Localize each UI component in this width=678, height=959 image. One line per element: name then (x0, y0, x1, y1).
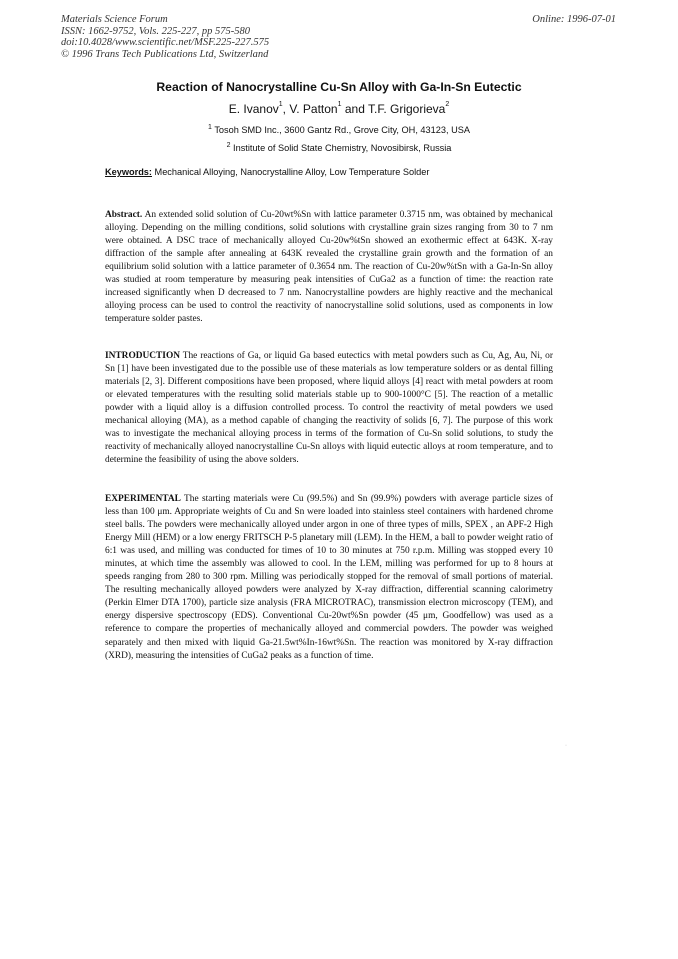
experimental-text: The starting materials were Cu (99.5%) and Sn (99.9%) powders with average particle sizes of less than 100 μm. Appropriate weights of Cu and Sn were loaded into stainless steel containers with hardened chrome steel balls. The powders were mechanically alloyed under argon in one of three types of mills, SPEX , an APF-2 High Energy Mill (HEM) or a low energy FRITSCH P-5 planetary mill (LEM). In the HEM, a ball to powder weight ratio of 6:1 was used, and milling was conducted for times of 10 to 30 minutes at 750 r.p.m. Milling was stopped every 10 minutes, at which time the assembly was allowed to cool. In the LEM, milling was performed for up to 8 hours at speeds ranging from 280 to 300 rpm. Milling was periodically stopped for the removal of small portions of material. The resulting mechanically alloyed powders were analyzed by X-ray diffraction, differential scanning calorimetry (Perkin Elmer DTA 1700), particle size analysis (FRA MICROTRAC), transmission electron microscopy (TEM), and energy dispersive spectroscopy (EDS). Conventional Cu-20wt%Sn powder (45 μm, Goodfellow) was used as a reference to compare the properties of mechanically alloyed and commercial powders. The powder was weighed separately and then mixed with liquid Ga-21.5wt%In-16wt%Sn. The reaction was monitored by X-ray diffraction (XRD), measuring the intensities of CuGa2 peaks as a function of time. (105, 494, 553, 661)
online-date: Online: 1996-07-01 (532, 14, 616, 25)
scan-mark: · (565, 743, 567, 749)
affiliation-marker: 2 (445, 101, 450, 108)
affiliation-marker: 1 (208, 124, 212, 131)
author-name: E. Ivanov (228, 102, 279, 116)
affiliation-2 (0, 143, 678, 153)
introduction-text: The reactions of Ga, or liquid Ga based eutectics with metal powders such as Cu, Ag, Au, Ni, or Sn [1] have been investigated due to the possible use of these materials as low temperature solders or as dental filling materials [2, 3]. Different compositions have been proposed, where liquid alloys [4] react with metal powders at room or elevated temperatures with the resulting solid materials stable up to 900-1000°C [5]. The reaction of a metallic powder with a liquid alloy is a diffusion controlled process. To control the reactivity of metal powders we used mechanical alloying (MA), as a method capable of changing the reactivity of solids [6, 7]. The purpose of this work was to investigate the mechanical alloying process in terms of the formation of Cu-Sn solid solutions, to study the reactivity of mechanically alloyed nanocrystalline Cu-Sn alloys with liquid eutectic alloys at room temperature, and to determine the feasibility of using the above solders. (105, 351, 553, 466)
experimental-paragraph (105, 493, 553, 663)
paper-title: Reaction of Nanocrystalline Cu-Sn Alloy with Ga-In-Sn Eutectic (156, 80, 522, 94)
issn-line: ISSN: 1662-9752, Vols. 225-227, pp 575-580 (61, 25, 250, 37)
keywords (105, 167, 429, 177)
doi-line[interactable]: doi:10.4028/www.scientific.net/MSF.225-227.575 (61, 37, 270, 48)
keywords-text: Mechanical Alloying, Nanocrystalline Alloy, Low Temperature Solder (151, 167, 430, 177)
citation-header (61, 14, 269, 60)
author-line (0, 102, 678, 116)
affiliation-text: Tosoh SMD Inc., 3600 Gantz Rd., Grove City, OH, 43123, USA (214, 125, 470, 135)
introduction-paragraph (105, 350, 553, 467)
affiliation-1 (0, 125, 678, 135)
affiliation-marker: 1 (337, 101, 342, 108)
experimental-heading: EXPERIMENTAL (105, 494, 181, 504)
introduction-heading: INTRODUCTION (105, 351, 181, 361)
author-separator: and (341, 102, 368, 116)
journal-name: Materials Science Forum (61, 14, 168, 25)
author-separator: , (282, 102, 290, 116)
abstract-paragraph (105, 209, 553, 326)
affiliation-marker: 1 (278, 101, 283, 108)
author-name: T.F. Grigorieva (368, 102, 446, 116)
affiliation-text: Institute of Solid State Chemistry, Novosibirsk, Russia (233, 143, 452, 153)
author-name: V. Patton (289, 102, 338, 116)
keywords-label: Keywords: (105, 167, 152, 177)
abstract-text: An extended solid solution of Cu-20wt%Sn with lattice parameter 0.3715 nm, was obtained by mechanical alloying. Depending on the milling conditions, solid solutions with crystalline grain sizes ranging from 30 to 7 nm were obtained. A DSC trace of mechanically alloyed Cu-20w%tSn showed an exothermic effect at 643K. X-ray diffraction of the sample after annealing at 643K revealed the crystalline grain growth and the formation of an equilibrium solid solution with a lattice parameter of 0.3654 nm. The reaction of Cu-20w%tSn with a Ga-In-Sn alloy was studied at room temperature by measuring peak intensities of CuGa2 as a function of time: the reaction rate increased significantly when D decreased to 7 nm. Nanocrystalline powders are highly reactive and the mechanical alloying process can be used to control the reactivity of nanocrystalline solid solutions, used as components in low temperature solder pastes. (105, 210, 553, 325)
abstract-heading: Abstract. (105, 210, 143, 220)
copyright-line: © 1996 Trans Tech Publications Ltd, Switzerland (61, 48, 269, 60)
affiliation-marker: 2 (226, 142, 231, 149)
